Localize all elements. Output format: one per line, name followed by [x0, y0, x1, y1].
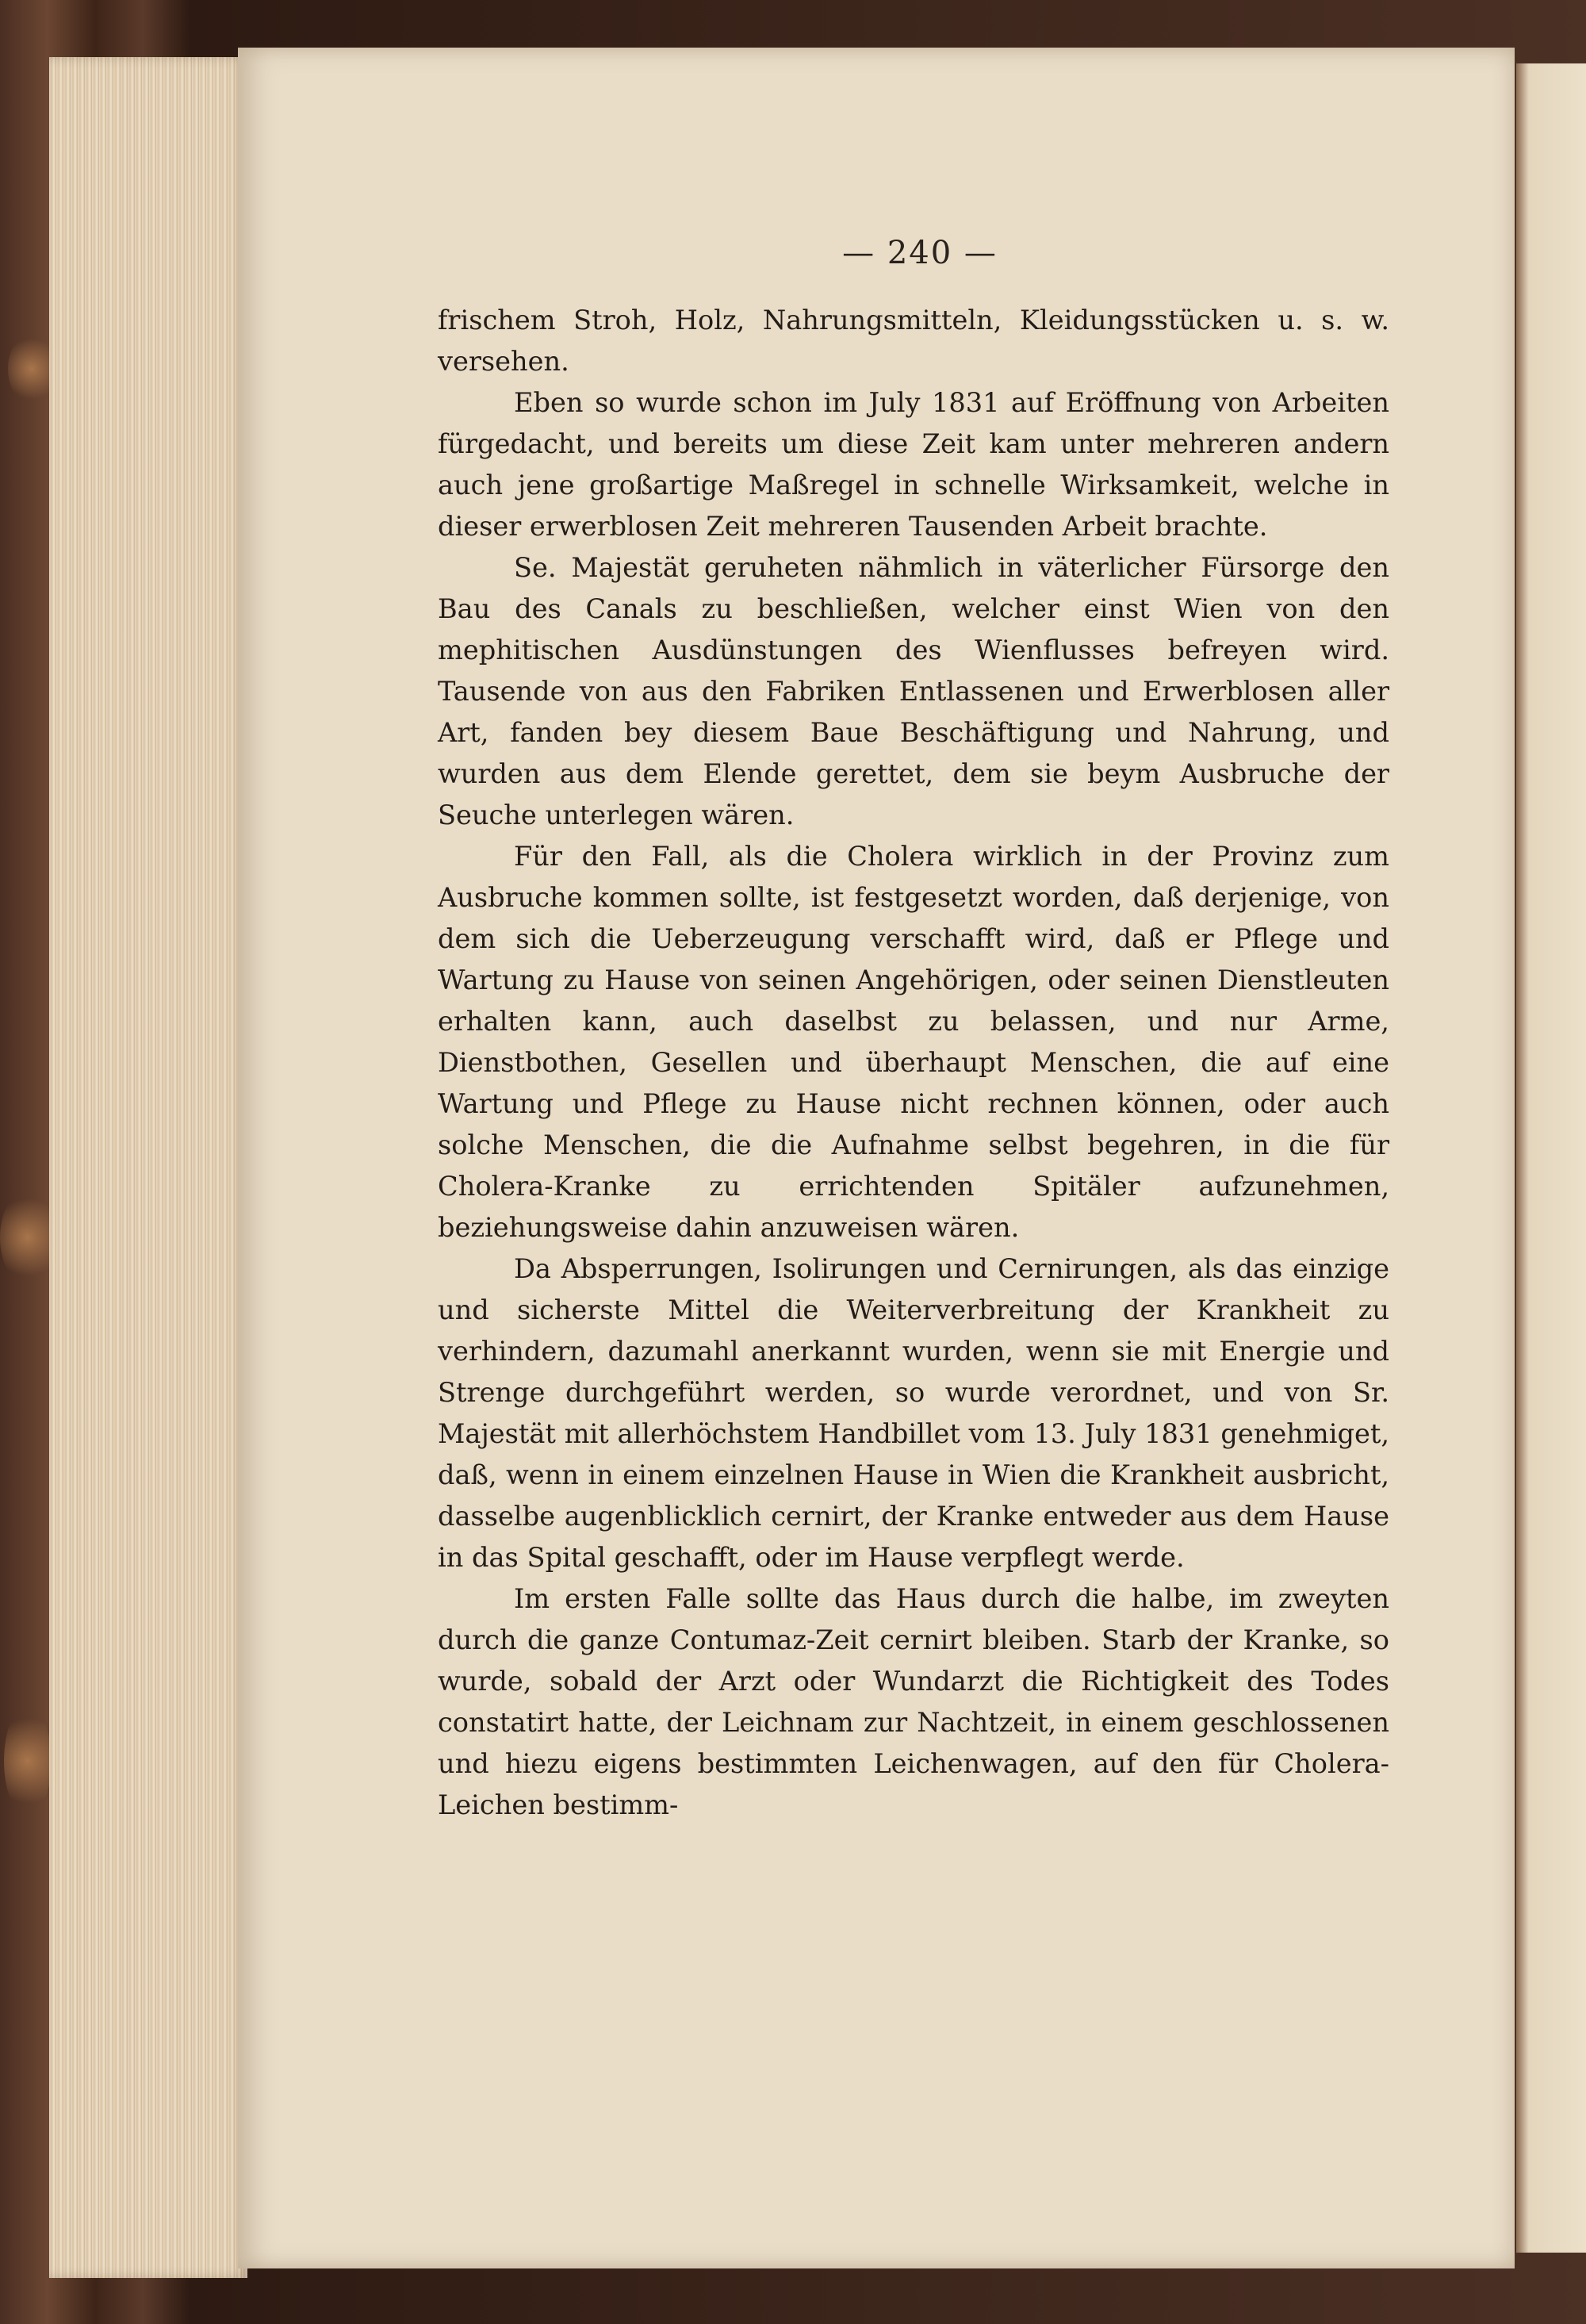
cover-stain — [8, 333, 56, 405]
facing-page-edge — [1516, 63, 1586, 2253]
page-number: — 240 — — [842, 235, 998, 271]
paragraph: Eben so wurde schon im July 1831 auf Eröffnung von Arbeiten fürgedacht, und bereits um diese Zeit kam unter mehreren andern auch jene großartige Maßregel in schnelle Wirksamkeit, welche in dieser erwerblosen Zeit mehreren Tausenden Arbeit brachte. — [438, 387, 1389, 542]
cover-stain — [0, 1190, 56, 1285]
page-text — [438, 300, 1389, 1826]
page-edges — [49, 57, 247, 2278]
paragraph: Da Absperrungen, Isolirungen und Cernirungen, als das einzige und sicherste Mittel die Weiterverbreitung der Krankheit zu verhindern, dazumahl anerkannt wurden, wenn sie mit Energie und Strenge durchgeführt werden, so wurde verordnet, und von Sr. Majestät mit allerhöchstem Handbillet vom 13. July 1831 genehmiget, daß, wenn in einem einzelnen Hause in Wien die Krankheit ausbricht, dasselbe augenblicklich cernirt, der Kranke entweder aus dem Hause in das Spital geschafft, oder im Hause verpflegt werde. — [438, 1253, 1389, 1573]
paragraph: Für den Fall, als die Cholera wirklich in der Provinz zum Ausbruche kommen sollte, ist festgesetzt worden, daß derjenige, von dem sich die Ueberzeugung verschafft wird, daß er Pflege und Wartung zu Hause von seinen Angehörigen, oder seinen Dienstleuten erhalten kann, auch daselbst zu belassen, und nur Arme, Dienstbothen, Gesellen und überhaupt Menschen, die auf eine Wartung und Pflege zu Hause nicht rechnen können, oder auch solche Menschen, die die Aufnahme selbst begehren, in die für Cholera-Kranke zu errichtenden Spitäler aufzunehmen, beziehungsweise dahin anzuweisen wären. — [438, 841, 1389, 1243]
paragraph: Se. Majestät geruheten nähmlich in väterlicher Fürsorge den Bau des Canals zu beschließen, welcher einst Wien von den mephitischen Ausdünstungen des Wienflusses befreyen wird. Tausende von aus den Fabriken Entlassenen und Erwerblosen aller Art, fanden bey diesem Baue Beschäftigung und Nahrung, und wurden aus dem Elende gerettet, dem sie beym Ausbruche der Seuche unterlegen wären. — [438, 552, 1389, 830]
paragraph: Im ersten Falle sollte das Haus durch die halbe, im zweyten durch die ganze Contumaz-Zeit cernirt bleiben. Starb der Kranke, so wurde, sobald der Arzt oder Wundarzt die Richtigkeit des Todes constatirt hatte, der Leichnam zur Nachtzeit, in einem geschlossenen und hiezu eigens bestimmten Leichenwagen, auf den für Cholera-Leichen bestimm- — [438, 1583, 1389, 1820]
paragraph: frischem Stroh, Holz, Nahrungsmitteln, Kleidungsstücken u. s. w. versehen. — [438, 305, 1389, 377]
cover-stain — [4, 1705, 52, 1816]
